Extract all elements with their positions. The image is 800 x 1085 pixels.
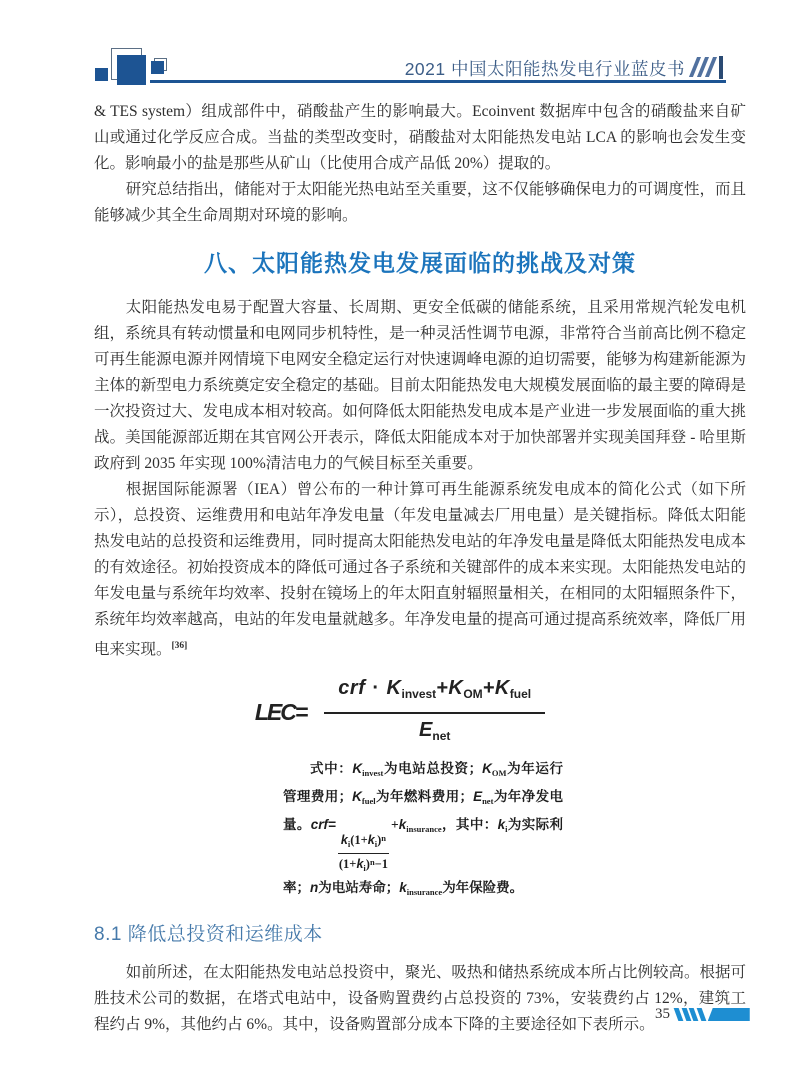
lec-denominator: $E_{net}$	[419, 719, 451, 744]
vertical-bar-icon	[719, 56, 723, 79]
crf-denominator: $(1+k_i)^n-1$	[338, 857, 389, 874]
logo-square-small-right	[151, 61, 164, 74]
footer-bar-icon	[676, 1008, 750, 1021]
section-heading: 8.1 降低总投资和运维成本	[94, 924, 323, 946]
page-content	[94, 99, 746, 1038]
crf-numerator: $k_i(1+k_i)^n$	[338, 831, 389, 854]
lec-symbol: LEC=	[254, 699, 307, 726]
page-number: 35	[655, 1006, 670, 1022]
paragraph-text: 根据国际能源署（IEA）曾公布的一种计算可再生能源系统发电成本的简化公式（如下所示），总投资、运维费用和电站年净发电量（年发电量减去厂用电量）是关键指标。降低太阳能热发电站的总投资和运维费用，同时提高太阳能热发电站的年净发电量是降低太阳能热发电成本的有效途径。初始投资成本的降低可通过各子系统和关键部件的成本来实现。太阳能热发电站的年发电量与系统年均效率、投射在镜场上的年太阳直射辐照量相关，在相同的太阳辐照条件下，系统年均效率越高，电站的年发电量就越多。年净发电量的提高可通过提高系统效率，降低厂用电来实现。	[94, 481, 746, 659]
header-rule	[150, 80, 726, 83]
lec-numerator: crf · $K_{invest}+K_{OM}+K_{fuel}$	[324, 675, 545, 714]
page-footer	[0, 1004, 800, 1028]
lec-fraction	[324, 675, 545, 749]
lec-formula	[94, 675, 706, 749]
citation-ref: [36]	[171, 641, 188, 651]
logo-square-filled	[117, 55, 146, 85]
footer-stripe-icon	[697, 1008, 706, 1021]
paragraph-iea-formula-intro	[94, 477, 746, 663]
slashes-icon	[693, 56, 723, 78]
chapter-heading: 八、太阳能热发电发展面临的挑战及对策	[204, 250, 636, 276]
header-title: 2021 中国太阳能热发电行业蓝皮书	[404, 59, 685, 79]
paragraph-study-conclusion: 研究总结指出，储能对于太阳能光热电站至关重要，这不仅能够确保电力的可调度性，而且能够减少其全生命周期对环境的影响。	[94, 181, 746, 224]
paragraph-challenges: 太阳能热发电易于配置大容量、长周期、更安全低碳的储能系统，且采用常规汽轮发电机组，系统具有转动惯量和电网同步机特性，是一种灵活性调节电源，非常符合当前高比例不稳定可再生能源电源并网情境下电网安全稳定运行对快速调峰电源的迫切需要，能够为构建新能源为主体的新型电力系统奠定安全稳定的基础。目前太阳能热发电大规模发展面临的最主要的障碍是一次投资过大、发电成本相对较高。如何降低太阳能热发电成本是产业进一步发展面临的重大挑战。美国能源部近期在其官网公开表示，降低太阳能成本对于加快部署并实现美国拜登 - 哈里斯政府到 2035 年实现 100%清洁电力的气候目标至关重要。	[94, 299, 746, 472]
paragraph-tes-continuation: & TES system）组成部件中，硝酸盐产生的影响最大。Ecoinvent 数据库中包含的硝酸盐来自矿山或通过化学反应合成。当盐的类型改变时，硝酸盐对太阳能热发电站 LCA 的影响也会发生变化。影响最小的盐是那些从矿山（比使用合成产品低 20%）提取的。	[94, 103, 746, 172]
formula-notes: 式中：$K_{invest}$为电站总投资；$K_{OM}$为年运行管理费用；$K_{fuel}$为年燃料费用；$E_{net}$为年净发电量。crf= $\frac{k_i(1+k_i)^n}{(1+k_i)^n-1}$ $+k_{insurance}$，其中：$k_i$为实际利率；n为电站寿命；$k_{insurance}$为年保险费。	[283, 761, 564, 898]
paragraph-cost-breakdown: 如前所述，在太阳能热发电站总投资中，聚光、吸热和储热系统成本所占比例较高。根据可胜技术公司的数据，在塔式电站中，设备购置费约占总投资的 73%，安装费约占 12%，建筑工程约占 9%，其他约占 6%。其中，设备购置部分成本下降的主要途径如下表所示。	[94, 964, 746, 1034]
logo-square-small-left	[95, 68, 108, 81]
footer-bar-solid	[708, 1008, 750, 1021]
crf-fraction	[338, 831, 389, 876]
